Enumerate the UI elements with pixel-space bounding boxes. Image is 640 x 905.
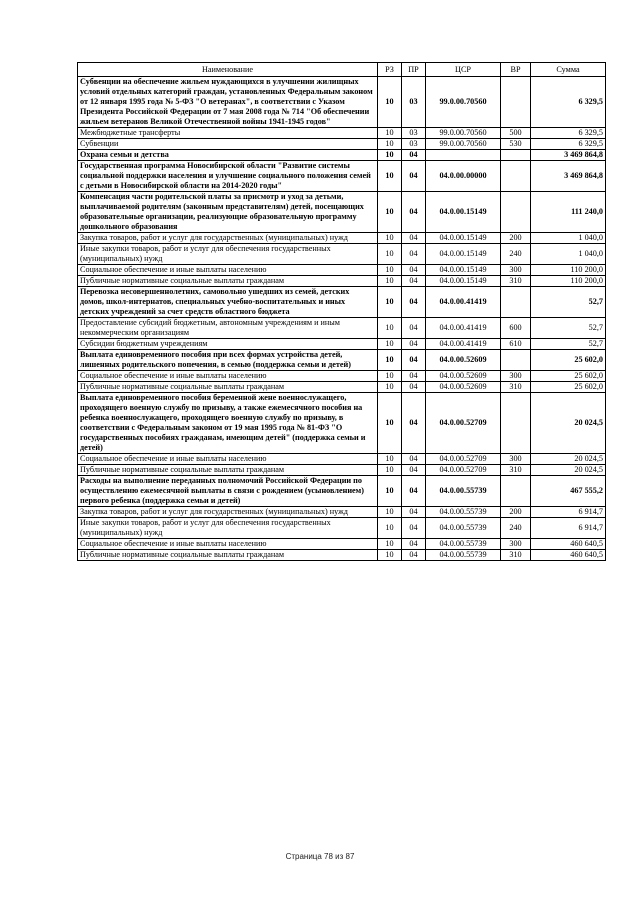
cell-vr: 310 bbox=[501, 550, 531, 561]
cell-sum: 3 469 864,8 bbox=[531, 150, 606, 161]
cell-rz: 10 bbox=[378, 161, 402, 192]
table-row bbox=[78, 287, 606, 318]
table-row bbox=[78, 265, 606, 276]
cell-csr: 04.0.00.55739 bbox=[426, 550, 501, 561]
cell-csr: 04.0.00.55739 bbox=[426, 476, 501, 507]
cell-sum: 1 040,0 bbox=[531, 233, 606, 244]
cell-vr bbox=[501, 77, 531, 128]
cell-vr: 240 bbox=[501, 518, 531, 539]
table-row bbox=[78, 77, 606, 128]
cell-rz: 10 bbox=[378, 150, 402, 161]
cell-sum: 20 024,5 bbox=[531, 454, 606, 465]
cell-vr bbox=[501, 192, 531, 233]
cell-pr: 04 bbox=[402, 382, 426, 393]
cell-csr: 99.0.00.70560 bbox=[426, 128, 501, 139]
cell-vr: 200 bbox=[501, 507, 531, 518]
table-row bbox=[78, 518, 606, 539]
cell-pr: 04 bbox=[402, 339, 426, 350]
cell-csr: 99.0.00.70560 bbox=[426, 77, 501, 128]
cell-sum: 20 024,5 bbox=[531, 393, 606, 454]
cell-csr: 04.0.00.52609 bbox=[426, 382, 501, 393]
cell-rz: 10 bbox=[378, 539, 402, 550]
cell-vr: 300 bbox=[501, 539, 531, 550]
cell-pr: 04 bbox=[402, 507, 426, 518]
cell-name: Компенсация части родительской платы за присмотр и уход за детьми, выплачиваемой родителям (законным представителям) детей, посещающих образовательные организации, реализующие образовательную программу дошкольного образования bbox=[78, 192, 378, 233]
cell-sum: 467 555,2 bbox=[531, 476, 606, 507]
cell-sum: 25 602,0 bbox=[531, 350, 606, 371]
cell-rz: 10 bbox=[378, 192, 402, 233]
cell-name: Социальное обеспечение и иные выплаты населению bbox=[78, 371, 378, 382]
cell-vr: 600 bbox=[501, 318, 531, 339]
table-row bbox=[78, 350, 606, 371]
cell-name: Публичные нормативные социальные выплаты гражданам bbox=[78, 382, 378, 393]
cell-name: Социальное обеспечение и иные выплаты населению bbox=[78, 265, 378, 276]
cell-name: Предоставление субсидий бюджетным, автономным учреждениям и иным некоммерческим организациям bbox=[78, 318, 378, 339]
cell-pr: 04 bbox=[402, 161, 426, 192]
cell-rz: 10 bbox=[378, 454, 402, 465]
cell-vr bbox=[501, 476, 531, 507]
cell-name: Межбюджетные трансферты bbox=[78, 128, 378, 139]
cell-vr: 500 bbox=[501, 128, 531, 139]
cell-sum: 25 602,0 bbox=[531, 371, 606, 382]
header-rz: РЗ bbox=[378, 63, 402, 77]
cell-csr: 04.0.00.55739 bbox=[426, 507, 501, 518]
cell-pr: 04 bbox=[402, 465, 426, 476]
cell-rz: 10 bbox=[378, 507, 402, 518]
cell-sum: 460 640,5 bbox=[531, 539, 606, 550]
cell-pr: 03 bbox=[402, 77, 426, 128]
table-row bbox=[78, 539, 606, 550]
cell-pr: 04 bbox=[402, 287, 426, 318]
cell-vr: 300 bbox=[501, 454, 531, 465]
cell-name: Социальное обеспечение и иные выплаты населению bbox=[78, 539, 378, 550]
cell-vr bbox=[501, 350, 531, 371]
cell-csr: 04.0.00.55739 bbox=[426, 539, 501, 550]
cell-pr: 04 bbox=[402, 371, 426, 382]
header-sum: Сумма bbox=[531, 63, 606, 77]
table-row bbox=[78, 244, 606, 265]
table-header-row bbox=[78, 63, 606, 77]
cell-name: Иные закупки товаров, работ и услуг для обеспечения государственных (муниципальных) нужд bbox=[78, 518, 378, 539]
cell-rz: 10 bbox=[378, 287, 402, 318]
cell-name: Публичные нормативные социальные выплаты гражданам bbox=[78, 550, 378, 561]
table-row bbox=[78, 161, 606, 192]
cell-sum: 110 200,0 bbox=[531, 276, 606, 287]
cell-sum: 52,7 bbox=[531, 339, 606, 350]
table-row bbox=[78, 139, 606, 150]
page-footer: Страница 78 из 87 bbox=[285, 852, 355, 861]
cell-rz: 10 bbox=[378, 77, 402, 128]
cell-pr: 04 bbox=[402, 233, 426, 244]
table-row bbox=[78, 465, 606, 476]
cell-rz: 10 bbox=[378, 518, 402, 539]
cell-rz: 10 bbox=[378, 550, 402, 561]
cell-name: Закупка товаров, работ и услуг для государственных (муниципальных) нужд bbox=[78, 507, 378, 518]
cell-csr: 04.0.00.00000 bbox=[426, 161, 501, 192]
table-row bbox=[78, 150, 606, 161]
cell-rz: 10 bbox=[378, 382, 402, 393]
table-row bbox=[78, 318, 606, 339]
cell-rz: 10 bbox=[378, 371, 402, 382]
cell-pr: 04 bbox=[402, 550, 426, 561]
cell-sum: 460 640,5 bbox=[531, 550, 606, 561]
cell-vr: 610 bbox=[501, 339, 531, 350]
table-row bbox=[78, 233, 606, 244]
table-row bbox=[78, 192, 606, 233]
table-row bbox=[78, 382, 606, 393]
cell-vr: 200 bbox=[501, 233, 531, 244]
cell-csr: 04.0.00.55739 bbox=[426, 518, 501, 539]
cell-rz: 10 bbox=[378, 465, 402, 476]
cell-sum: 110 200,0 bbox=[531, 265, 606, 276]
cell-csr: 04.0.00.15149 bbox=[426, 265, 501, 276]
cell-sum: 25 602,0 bbox=[531, 382, 606, 393]
cell-vr bbox=[501, 287, 531, 318]
cell-csr: 04.0.00.52609 bbox=[426, 350, 501, 371]
cell-rz: 10 bbox=[378, 476, 402, 507]
table-row bbox=[78, 371, 606, 382]
header-name: Наименование bbox=[78, 63, 378, 77]
cell-sum: 1 040,0 bbox=[531, 244, 606, 265]
cell-name: Публичные нормативные социальные выплаты гражданам bbox=[78, 276, 378, 287]
cell-rz: 10 bbox=[378, 339, 402, 350]
cell-sum: 20 024,5 bbox=[531, 465, 606, 476]
table-row bbox=[78, 276, 606, 287]
cell-rz: 10 bbox=[378, 233, 402, 244]
cell-pr: 04 bbox=[402, 318, 426, 339]
cell-name: Субвенции на обеспечение жильем нуждающихся в улучшении жилищных условий отдельных категорий граждан, установленных Федеральным законом от 12 января 1995 года № 5-ФЗ "О ветеранах", в соответствии с Указом Президента Российской Федерации от 7 мая 2008 года № 714 "Об обеспечении жильем ветеранов Великой Отечественной войны 1941-1945 годов" bbox=[78, 77, 378, 128]
cell-csr: 04.0.00.52709 bbox=[426, 454, 501, 465]
cell-pr: 04 bbox=[402, 539, 426, 550]
cell-pr: 04 bbox=[402, 150, 426, 161]
cell-rz: 10 bbox=[378, 393, 402, 454]
cell-vr: 310 bbox=[501, 382, 531, 393]
cell-name: Охрана семьи и детства bbox=[78, 150, 378, 161]
cell-csr: 04.0.00.52709 bbox=[426, 465, 501, 476]
cell-name: Социальное обеспечение и иные выплаты населению bbox=[78, 454, 378, 465]
header-pr: ПР bbox=[402, 63, 426, 77]
cell-pr: 04 bbox=[402, 476, 426, 507]
cell-rz: 10 bbox=[378, 244, 402, 265]
cell-vr: 310 bbox=[501, 465, 531, 476]
cell-name: Иные закупки товаров, работ и услуг для обеспечения государственных (муниципальных) нужд bbox=[78, 244, 378, 265]
cell-vr: 300 bbox=[501, 265, 531, 276]
cell-rz: 10 bbox=[378, 128, 402, 139]
table-row bbox=[78, 454, 606, 465]
cell-sum: 6 914,7 bbox=[531, 507, 606, 518]
header-vr: ВР bbox=[501, 63, 531, 77]
cell-pr: 04 bbox=[402, 454, 426, 465]
table-row bbox=[78, 393, 606, 454]
cell-pr: 03 bbox=[402, 128, 426, 139]
table-row bbox=[78, 339, 606, 350]
cell-csr: 04.0.00.52709 bbox=[426, 393, 501, 454]
cell-vr: 310 bbox=[501, 276, 531, 287]
cell-sum: 6 329,5 bbox=[531, 77, 606, 128]
budget-table bbox=[77, 62, 606, 561]
cell-name: Расходы на выполнение переданных полномочий Российской Федерации по осуществлению ежемесячной выплаты в связи с рождением (усыновлением) первого ребенка (поддержка семьи и детей) bbox=[78, 476, 378, 507]
cell-name: Государственная программа Новосибирской области "Развитие системы социальной поддержки населения и улучшение социального положения семей с детьми в Новосибирской области на 2014-2020 годы" bbox=[78, 161, 378, 192]
cell-vr: 530 bbox=[501, 139, 531, 150]
cell-csr: 04.0.00.15149 bbox=[426, 276, 501, 287]
cell-sum: 111 240,0 bbox=[531, 192, 606, 233]
cell-name: Выплата единовременного пособия при всех формах устройства детей, лишенных родительского попечения, в семью (поддержка семьи и детей) bbox=[78, 350, 378, 371]
cell-rz: 10 bbox=[378, 350, 402, 371]
cell-csr: 04.0.00.15149 bbox=[426, 192, 501, 233]
cell-csr: 04.0.00.15149 bbox=[426, 233, 501, 244]
cell-name: Публичные нормативные социальные выплаты гражданам bbox=[78, 465, 378, 476]
cell-vr: 240 bbox=[501, 244, 531, 265]
cell-rz: 10 bbox=[378, 318, 402, 339]
cell-vr: 300 bbox=[501, 371, 531, 382]
cell-vr bbox=[501, 393, 531, 454]
cell-name: Субсидии бюджетным учреждениям bbox=[78, 339, 378, 350]
cell-csr: 04.0.00.41419 bbox=[426, 287, 501, 318]
cell-rz: 10 bbox=[378, 265, 402, 276]
table-body bbox=[78, 77, 606, 561]
cell-pr: 04 bbox=[402, 192, 426, 233]
cell-sum: 52,7 bbox=[531, 287, 606, 318]
cell-sum: 3 469 864,8 bbox=[531, 161, 606, 192]
cell-pr: 04 bbox=[402, 393, 426, 454]
cell-rz: 10 bbox=[378, 139, 402, 150]
cell-sum: 6 914,7 bbox=[531, 518, 606, 539]
cell-csr: 04.0.00.41419 bbox=[426, 339, 501, 350]
cell-name: Перевозка несовершеннолетних, самовольно ушедших из семей, детских домов, школ-интернатов, специальных учебно-воспитательных и иных детских учреждений за счет средств областного бюджета bbox=[78, 287, 378, 318]
cell-vr bbox=[501, 150, 531, 161]
cell-pr: 04 bbox=[402, 350, 426, 371]
cell-pr: 04 bbox=[402, 244, 426, 265]
cell-pr: 04 bbox=[402, 518, 426, 539]
cell-vr bbox=[501, 161, 531, 192]
cell-pr: 03 bbox=[402, 139, 426, 150]
cell-csr: 04.0.00.52609 bbox=[426, 371, 501, 382]
cell-csr: 04.0.00.15149 bbox=[426, 244, 501, 265]
table-row bbox=[78, 476, 606, 507]
cell-name: Выплата единовременного пособия беременной жене военнослужащего, проходящего военную службу по призыву, а также ежемесячного пособия на ребенка военнослужащего, проходящего военную службу по призыву, в соответствии с Федеральным законом от 19 мая 1995 года № 81-ФЗ "О государственных пособиях гражданам, имеющим детей" (поддержка семьи и детей) bbox=[78, 393, 378, 454]
cell-pr: 04 bbox=[402, 276, 426, 287]
cell-pr: 04 bbox=[402, 265, 426, 276]
table-row bbox=[78, 128, 606, 139]
cell-rz: 10 bbox=[378, 276, 402, 287]
cell-csr: 99.0.00.70560 bbox=[426, 139, 501, 150]
cell-sum: 52,7 bbox=[531, 318, 606, 339]
cell-name: Закупка товаров, работ и услуг для государственных (муниципальных) нужд bbox=[78, 233, 378, 244]
cell-name: Субвенции bbox=[78, 139, 378, 150]
cell-sum: 6 329,5 bbox=[531, 139, 606, 150]
cell-csr: 04.0.00.41419 bbox=[426, 318, 501, 339]
cell-sum: 6 329,5 bbox=[531, 128, 606, 139]
header-csr: ЦСР bbox=[426, 63, 501, 77]
cell-csr bbox=[426, 150, 501, 161]
table-row bbox=[78, 550, 606, 561]
table-row bbox=[78, 507, 606, 518]
